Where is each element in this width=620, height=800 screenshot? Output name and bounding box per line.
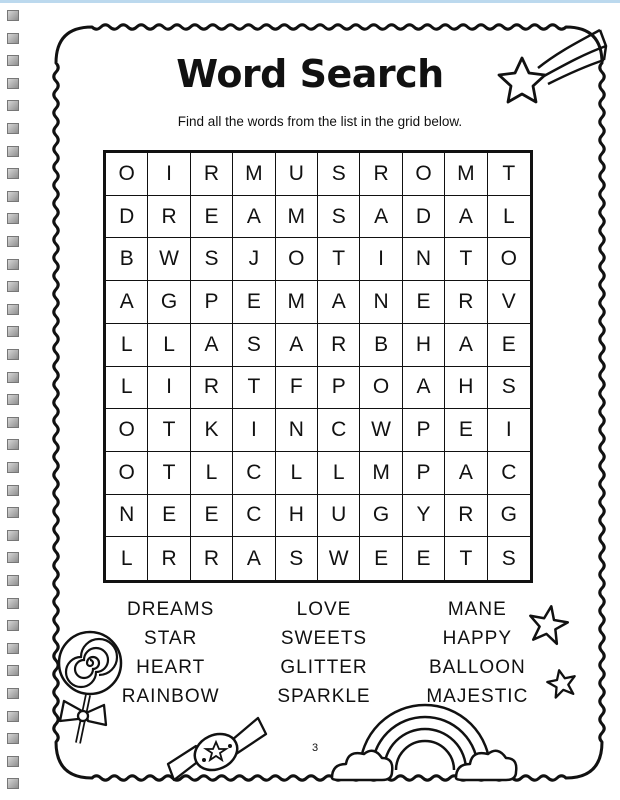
word-list-item: STAR [144,628,198,649]
grid-cell[interactable]: P [403,409,445,452]
grid-cell[interactable]: P [318,367,360,410]
grid-cell[interactable]: G [360,495,402,538]
word-list-item: LOVE [296,599,352,620]
grid-cell[interactable]: E [403,537,445,580]
grid-cell[interactable]: T [445,537,487,580]
grid-cell[interactable]: L [106,537,148,580]
grid-cell[interactable]: O [276,238,318,281]
grid-cell[interactable]: P [191,281,233,324]
grid-cell[interactable]: M [445,153,487,196]
grid-cell[interactable]: S [276,537,318,580]
grid-cell[interactable]: I [148,153,190,196]
grid-cell[interactable]: A [445,324,487,367]
grid-cell[interactable]: Y [403,495,445,538]
grid-cell[interactable]: M [276,196,318,239]
word-list-item: GLITTER [280,657,368,678]
grid-cell[interactable]: W [360,409,402,452]
grid-cell[interactable]: G [148,281,190,324]
grid-cell[interactable]: P [403,452,445,495]
grid-cell[interactable]: B [106,238,148,281]
grid-cell[interactable]: O [106,409,148,452]
grid-cell[interactable]: L [488,196,530,239]
grid-cell[interactable]: R [445,281,487,324]
word-list-item: DREAMS [127,599,215,620]
grid-cell[interactable]: C [318,409,360,452]
grid-cell[interactable]: U [318,495,360,538]
grid-cell[interactable]: O [106,452,148,495]
grid-cell[interactable]: T [233,367,275,410]
word-list-item: MANE [447,599,507,620]
grid-cell[interactable]: D [106,196,148,239]
grid-cell[interactable]: E [403,281,445,324]
grid-cell[interactable]: S [318,196,360,239]
grid-cell[interactable]: A [318,281,360,324]
word-list-item: MAJESTIC [426,686,529,707]
grid-cell[interactable]: N [276,409,318,452]
grid-cell[interactable]: E [191,196,233,239]
grid-cell[interactable]: F [276,367,318,410]
grid-cell[interactable]: U [276,153,318,196]
word-list-item: SWEETS [280,628,368,649]
grid-cell[interactable]: L [106,367,148,410]
grid-cell[interactable]: M [360,452,402,495]
grid-cell[interactable]: A [403,367,445,410]
grid-cell[interactable]: S [318,153,360,196]
grid-cell[interactable]: H [403,324,445,367]
grid-cell[interactable]: I [360,238,402,281]
grid-cell[interactable]: G [488,495,530,538]
grid-cell[interactable]: A [445,196,487,239]
grid-cell[interactable]: T [445,238,487,281]
grid-cell[interactable]: O [360,367,402,410]
grid-cell[interactable]: A [233,196,275,239]
grid-cell[interactable]: T [318,238,360,281]
grid-cell[interactable]: E [488,324,530,367]
grid-cell[interactable]: T [488,153,530,196]
grid-cell[interactable]: A [445,452,487,495]
grid-cell[interactable]: R [148,196,190,239]
grid-cell[interactable]: E [148,495,190,538]
grid-cell[interactable]: H [276,495,318,538]
grid-cell[interactable]: C [233,495,275,538]
grid-cell[interactable]: O [488,238,530,281]
page-title: Word Search [176,52,444,96]
grid-cell[interactable]: A [276,324,318,367]
grid-cell[interactable]: A [233,537,275,580]
word-list-item: RAINBOW [121,686,220,707]
grid-cell[interactable]: I [488,409,530,452]
grid-cell[interactable]: R [360,153,402,196]
grid-cell[interactable]: V [488,281,530,324]
grid-cell[interactable]: I [233,409,275,452]
grid-cell[interactable]: R [191,153,233,196]
grid-cell[interactable]: L [276,452,318,495]
grid-cell[interactable]: N [403,238,445,281]
grid-cell[interactable]: R [191,367,233,410]
grid-cell[interactable]: R [445,495,487,538]
grid-cell[interactable]: S [233,324,275,367]
word-list-item: BALLOON [428,657,526,678]
word-search-grid [103,150,533,583]
grid-cell[interactable]: E [191,495,233,538]
grid-cell[interactable]: L [191,452,233,495]
grid-cell[interactable]: E [445,409,487,452]
grid-cell[interactable]: D [403,196,445,239]
grid-cell[interactable]: R [191,537,233,580]
grid-cell[interactable]: J [233,238,275,281]
grid-cell[interactable]: T [148,409,190,452]
grid-cell[interactable]: L [148,324,190,367]
grid-cell[interactable]: T [148,452,190,495]
grid-cell[interactable]: L [106,324,148,367]
word-list [94,598,554,708]
grid-cell[interactable]: B [360,324,402,367]
grid-cell[interactable]: K [191,409,233,452]
word-list-item: HEART [136,657,206,678]
grid-cell[interactable]: L [318,452,360,495]
grid-cell[interactable]: S [501,546,516,570]
grid-cell[interactable]: C [233,452,275,495]
word-list-item: HAPPY [442,628,513,649]
word-list-item: SPARKLE [277,686,371,707]
instructions-text: Find all the words from the list in the grid below. [177,114,463,129]
grid-cell[interactable]: W [148,238,190,281]
wrapped-candy-icon [160,712,270,787]
grid-cell[interactable]: M [233,153,275,196]
grid-cell[interactable]: W [318,537,360,580]
grid-cell[interactable]: A [191,324,233,367]
grid-cell[interactable]: O [403,153,445,196]
grid-cell[interactable]: C [488,452,530,495]
grid-cell[interactable]: E [233,281,275,324]
page-number: 3 [311,742,319,754]
grid-cell[interactable]: S [191,238,233,281]
grid-cell[interactable]: I [148,367,190,410]
grid-cell[interactable]: E [360,537,402,580]
grid-cell[interactable]: A [360,196,402,239]
grid-cell[interactable]: A [106,281,148,324]
grid-cell[interactable]: S [488,367,530,410]
grid-cell[interactable]: O [106,153,148,196]
grid-cell[interactable]: M [276,281,318,324]
grid-cell[interactable]: R [148,537,190,580]
grid-cell[interactable]: N [360,281,402,324]
grid-cell[interactable]: R [318,324,360,367]
grid-cell[interactable]: H [445,367,487,410]
grid-cell[interactable]: N [106,495,148,538]
